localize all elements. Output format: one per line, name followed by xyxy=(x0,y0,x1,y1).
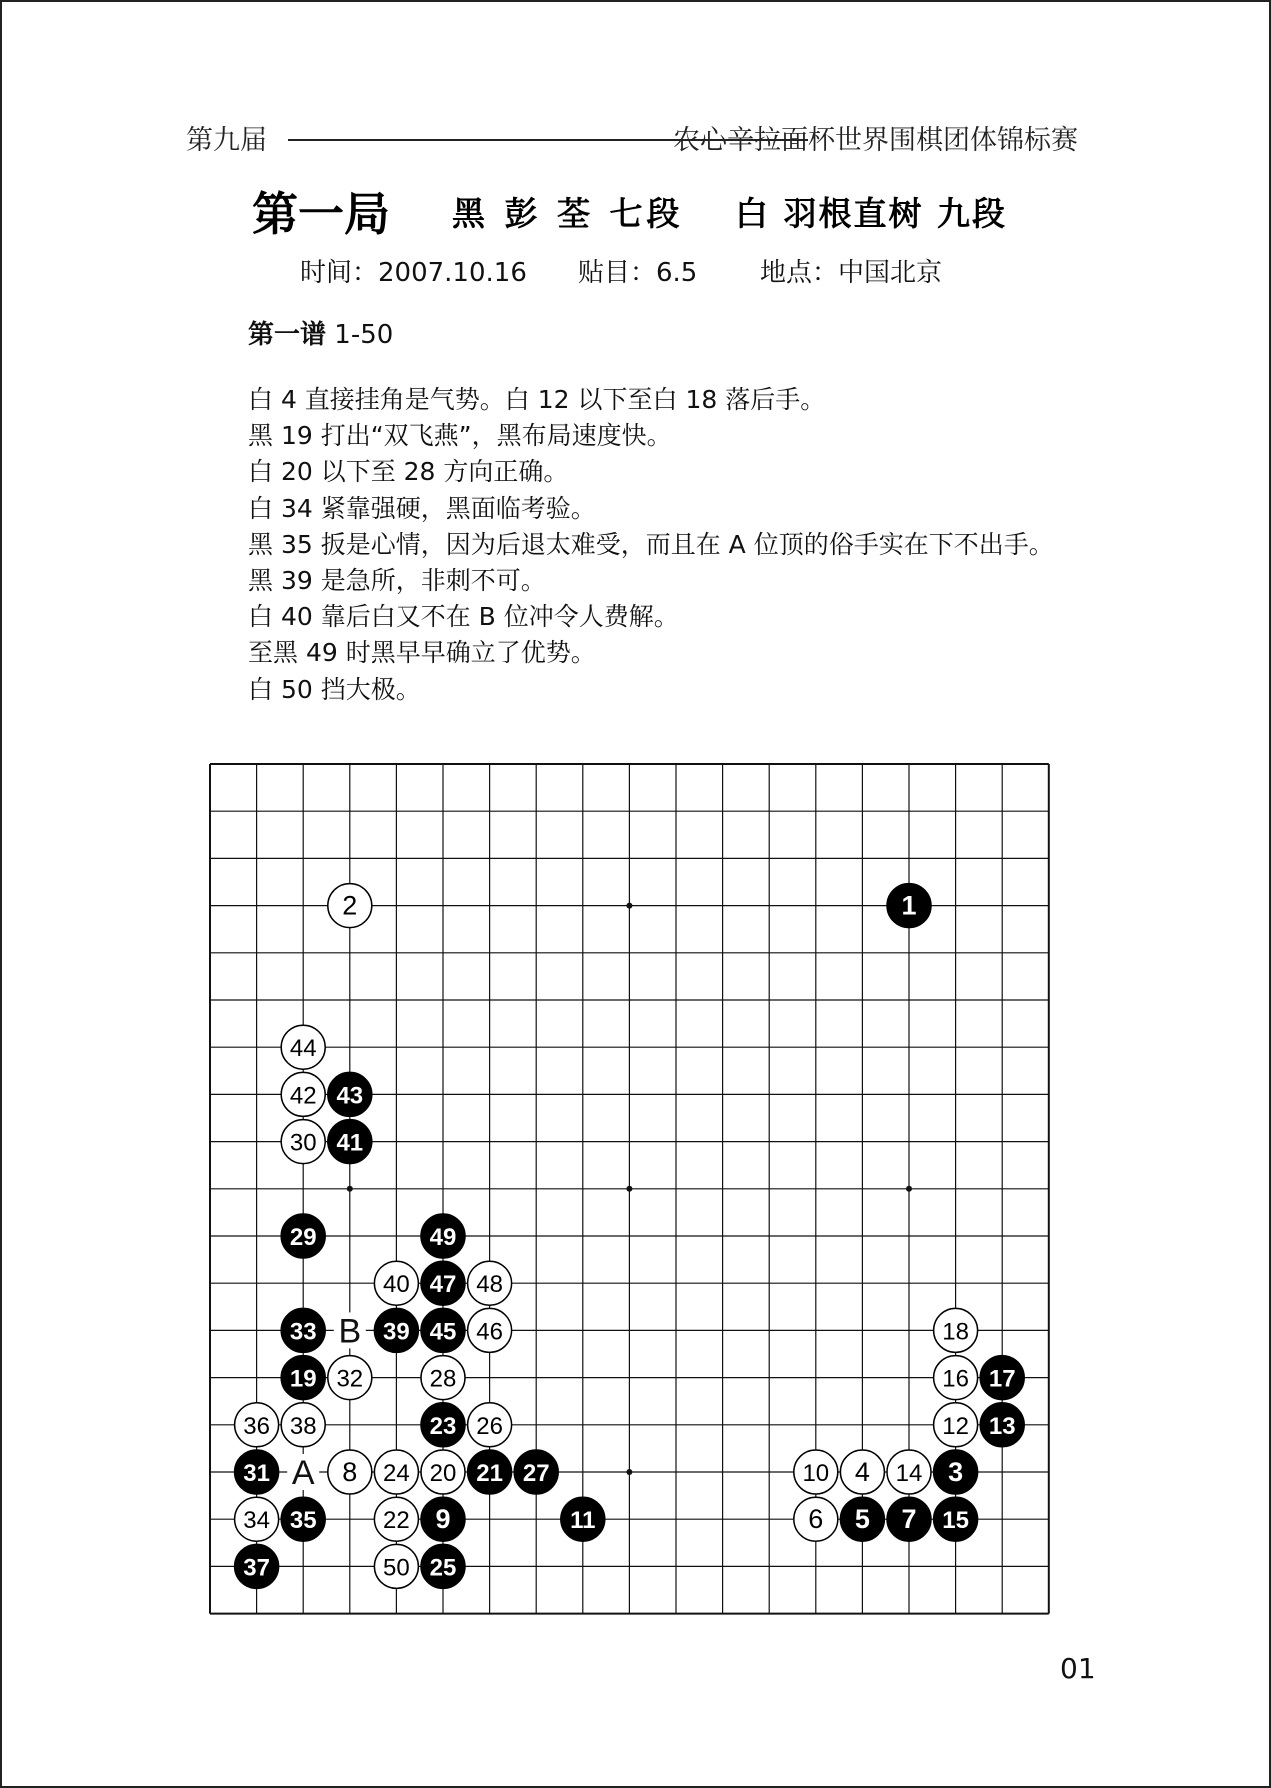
star-point xyxy=(626,903,632,909)
stone-move-number: 2 xyxy=(342,890,358,921)
game-komi: 贴目：6.5 xyxy=(578,258,698,288)
black-stone-25 xyxy=(421,1544,465,1588)
white-stone-34 xyxy=(235,1497,279,1541)
black-stone-19 xyxy=(281,1356,325,1400)
commentary-line: 黑 39 是急所，非刺不可。 xyxy=(248,566,546,596)
stone-move-number: 35 xyxy=(289,1507,317,1535)
white-stone-16 xyxy=(934,1356,978,1400)
black-stone-1 xyxy=(887,884,931,928)
black-stone-39 xyxy=(374,1308,418,1352)
black-stone-11 xyxy=(561,1497,605,1541)
star-point xyxy=(626,1469,632,1475)
black-stone-41 xyxy=(328,1120,372,1164)
white-stone-42 xyxy=(281,1072,325,1116)
stone-move-number: 49 xyxy=(429,1224,457,1251)
stone-move-number: 50 xyxy=(383,1554,410,1582)
game-place: 地点：中国北京 xyxy=(760,258,943,288)
white-stone-22 xyxy=(374,1497,418,1541)
stone-move-number: 44 xyxy=(289,1035,317,1063)
black-stone-3 xyxy=(934,1450,978,1494)
black-stone-29 xyxy=(281,1214,325,1258)
white-stone-30 xyxy=(281,1120,325,1164)
white-player: 白 羽根直树 九段 xyxy=(735,194,1007,233)
commentary-line: 黑 19 打出“双飞燕”，黑布局速度快。 xyxy=(248,421,672,451)
black-stone-35 xyxy=(281,1497,325,1541)
black-stone-33 xyxy=(281,1308,325,1352)
game-time: 时间：2007.10.16 xyxy=(300,258,527,288)
stone-move-number: 21 xyxy=(476,1460,503,1487)
white-stone-36 xyxy=(235,1403,279,1447)
stone-move-number: 43 xyxy=(336,1082,364,1110)
commentary-line: 黑 35 扳是心情，因为后退太难受，而且在 A 位顶的俗手实在下不出手。 xyxy=(248,529,1054,559)
stone-move-number: 7 xyxy=(901,1504,917,1535)
stone-move-number: 20 xyxy=(429,1460,457,1487)
white-stone-48 xyxy=(468,1261,512,1305)
white-stone-20 xyxy=(421,1450,465,1494)
stone-move-number: 45 xyxy=(429,1318,457,1346)
stone-move-number: 8 xyxy=(342,1457,358,1487)
stone-move-number: 22 xyxy=(383,1507,410,1535)
stone-move-number: 13 xyxy=(988,1412,1016,1440)
white-stone-14 xyxy=(887,1450,931,1494)
stone-move-number: 27 xyxy=(522,1460,550,1487)
white-stone-28 xyxy=(421,1356,465,1400)
section-range: 1-50 xyxy=(334,320,394,350)
stone-move-number: 37 xyxy=(243,1554,270,1582)
white-stone-26 xyxy=(468,1403,512,1447)
white-stone-10 xyxy=(794,1450,838,1494)
section-heading xyxy=(248,314,393,351)
stone-move-number: 40 xyxy=(383,1271,410,1299)
stone-move-number: 32 xyxy=(336,1365,364,1393)
stone-move-number: 1 xyxy=(901,890,917,921)
white-stone-12 xyxy=(934,1403,978,1447)
go-board-diagram xyxy=(202,752,1062,1632)
black-stone-49 xyxy=(421,1214,465,1258)
stone-move-number: 19 xyxy=(289,1365,317,1393)
black-stone-9 xyxy=(421,1497,465,1541)
stone-move-number: 14 xyxy=(895,1460,923,1487)
stone-move-number: 28 xyxy=(429,1365,457,1393)
white-stone-40 xyxy=(374,1261,418,1305)
stone-move-number: 15 xyxy=(942,1507,969,1535)
stone-move-number: 25 xyxy=(429,1554,457,1582)
stone-move-number: 46 xyxy=(476,1318,503,1346)
white-stone-4 xyxy=(840,1450,884,1494)
commentary-line: 白 20 以下至 28 方向正确。 xyxy=(248,457,569,487)
stone-move-number: 6 xyxy=(808,1504,824,1535)
black-stone-43 xyxy=(328,1072,372,1116)
white-stone-18 xyxy=(934,1308,978,1352)
stone-move-number: 26 xyxy=(476,1412,503,1440)
black-stone-45 xyxy=(421,1308,465,1352)
white-stone-6 xyxy=(794,1497,838,1541)
stone-move-number: 29 xyxy=(289,1224,317,1251)
black-stone-27 xyxy=(514,1450,558,1494)
header-tournament: 农心辛拉面杯世界围棋团体锦标赛 xyxy=(673,125,1078,156)
star-point xyxy=(906,1186,912,1192)
stone-move-number: 17 xyxy=(988,1365,1016,1393)
commentary xyxy=(186,382,1076,708)
stone-move-number: 23 xyxy=(429,1412,457,1440)
marker-label: B xyxy=(338,1312,362,1351)
white-stone-8 xyxy=(328,1450,372,1494)
star-point xyxy=(626,1186,632,1192)
white-stone-2 xyxy=(328,884,372,928)
black-stone-23 xyxy=(421,1403,465,1447)
stone-move-number: 36 xyxy=(243,1412,270,1440)
board-marker-a xyxy=(287,1454,319,1492)
black-stone-37 xyxy=(235,1544,279,1588)
white-stone-24 xyxy=(374,1450,418,1494)
black-stone-15 xyxy=(934,1497,978,1541)
stone-move-number: 11 xyxy=(570,1507,596,1535)
black-stone-31 xyxy=(235,1450,279,1494)
header-edition: 第九届 xyxy=(186,125,267,156)
stone-move-number: 5 xyxy=(854,1504,870,1535)
white-stone-38 xyxy=(281,1403,325,1447)
stone-move-number: 9 xyxy=(435,1504,451,1535)
black-stone-5 xyxy=(840,1497,884,1541)
black-stone-21 xyxy=(468,1450,512,1494)
white-stone-44 xyxy=(281,1025,325,1069)
black-player: 黑 彭 荃 七段 xyxy=(452,194,684,233)
marker-label: A xyxy=(291,1454,315,1492)
stone-move-number: 38 xyxy=(289,1412,317,1440)
black-stone-17 xyxy=(980,1356,1024,1400)
commentary-line: 白 34 紧靠强硬，黑面临考验。 xyxy=(248,493,596,523)
stone-move-number: 41 xyxy=(336,1129,364,1157)
section-label: 第一谱 xyxy=(248,320,327,350)
stone-move-number: 12 xyxy=(942,1412,969,1440)
black-stone-7 xyxy=(887,1497,931,1541)
game-number: 第一局 xyxy=(252,187,390,241)
game-info xyxy=(300,252,1000,288)
white-stone-46 xyxy=(468,1308,512,1352)
running-header xyxy=(186,118,1078,158)
star-point xyxy=(347,1186,353,1192)
stone-move-number: 24 xyxy=(383,1460,410,1487)
game-title xyxy=(252,178,1052,242)
page-number: 01 xyxy=(1060,1652,1096,1685)
stone-move-number: 16 xyxy=(942,1365,969,1393)
black-stone-47 xyxy=(421,1261,465,1305)
board-marker-b xyxy=(334,1312,366,1350)
stone-move-number: 33 xyxy=(289,1318,317,1346)
stone-move-number: 47 xyxy=(429,1271,457,1299)
stone-move-number: 31 xyxy=(243,1460,270,1487)
stone-move-number: 42 xyxy=(289,1082,317,1110)
stone-move-number: 4 xyxy=(854,1457,870,1487)
commentary-line: 白 40 靠后白又不在 B 位冲令人费解。 xyxy=(248,602,679,632)
black-stone-13 xyxy=(980,1403,1024,1447)
stone-move-number: 18 xyxy=(942,1318,969,1346)
commentary-line: 至黑 49 时黑早早确立了优势。 xyxy=(248,638,596,668)
stone-move-number: 48 xyxy=(476,1271,503,1299)
stone-move-number: 3 xyxy=(948,1457,964,1487)
stone-move-number: 39 xyxy=(383,1318,410,1346)
white-stone-50 xyxy=(374,1544,418,1588)
white-stone-32 xyxy=(328,1356,372,1400)
commentary-line: 白 4 直接挂角是气势。白 12 以下至白 18 落后手。 xyxy=(248,385,826,414)
stone-move-number: 34 xyxy=(243,1507,270,1535)
stone-move-number: 30 xyxy=(289,1129,317,1157)
stone-move-number: 10 xyxy=(802,1460,830,1487)
commentary-line: 白 50 挡大极。 xyxy=(248,674,421,704)
